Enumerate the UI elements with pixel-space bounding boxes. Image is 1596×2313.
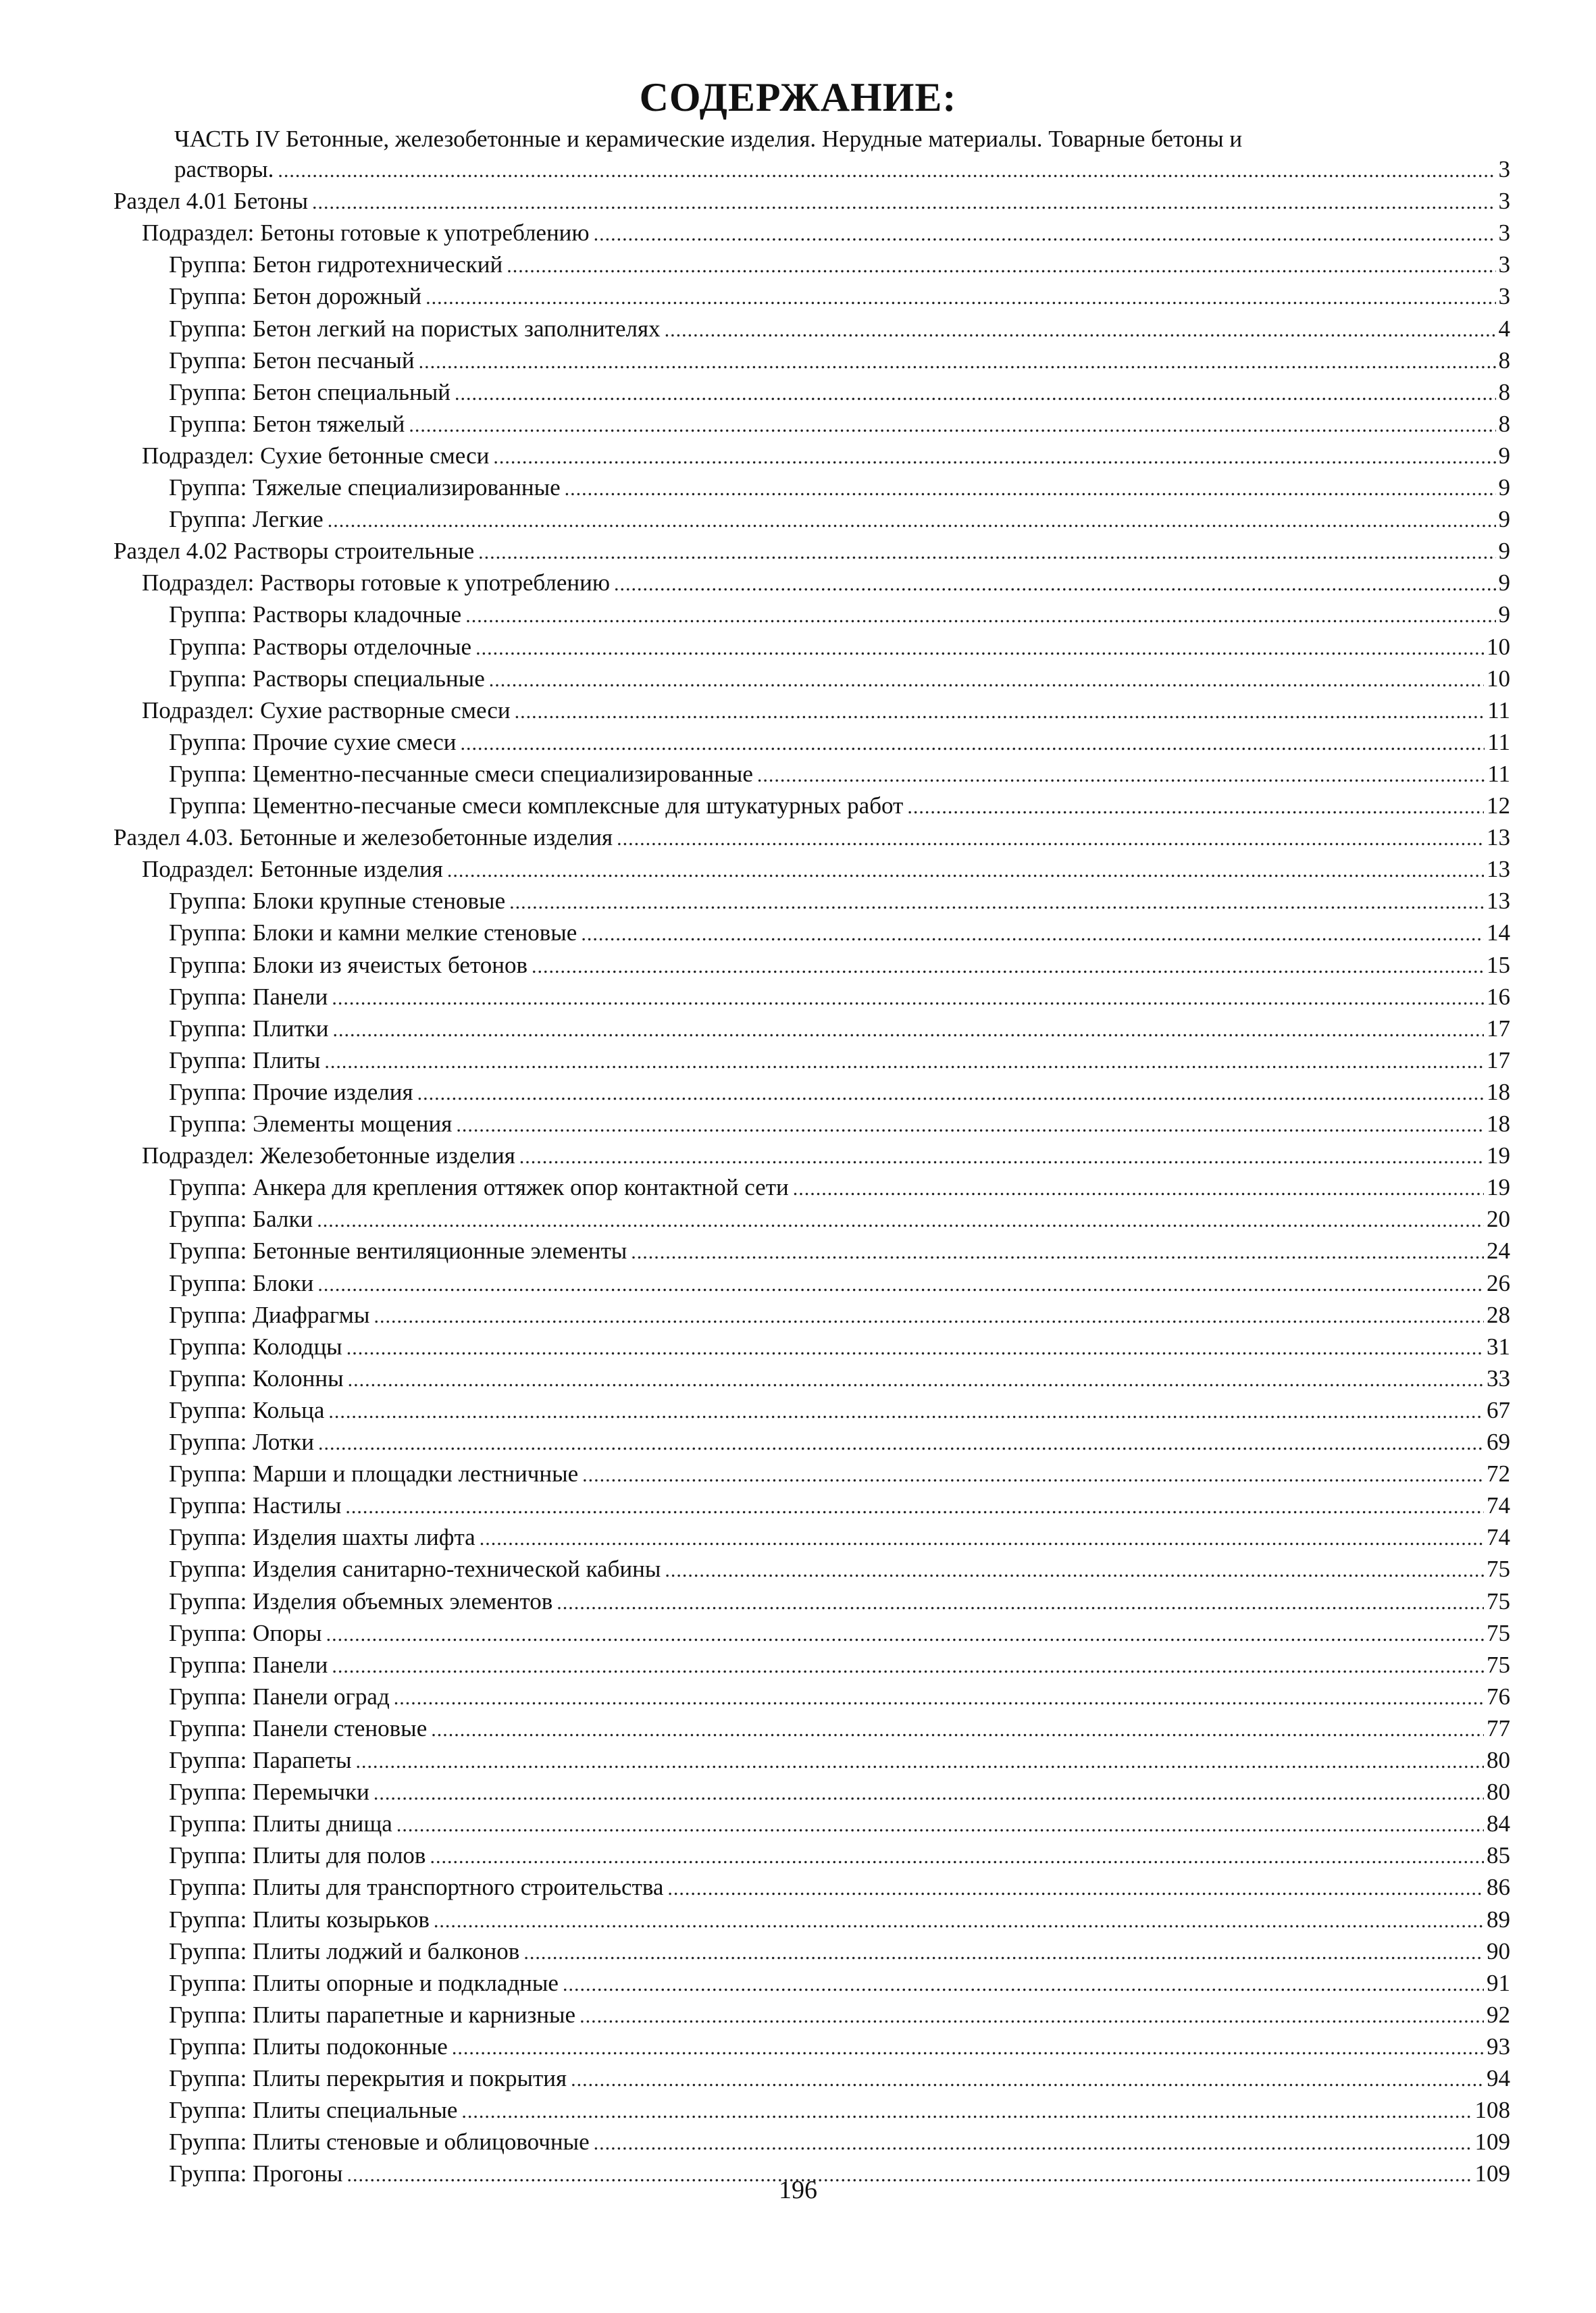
toc-entry-title: Группа: Перемычки bbox=[169, 1779, 369, 1805]
toc-entry-page: 9 bbox=[1498, 474, 1510, 501]
toc-entry-page: 17 bbox=[1487, 1047, 1510, 1073]
toc-section-entry[interactable] bbox=[113, 822, 1510, 853]
toc-entry-title: Подраздел: Сухие растворные смеси bbox=[142, 697, 511, 723]
toc-entry-title: Группа: Опоры bbox=[169, 1620, 322, 1646]
dot-leader bbox=[523, 1936, 1484, 1968]
toc-entry-title: Группа: Плиты парапетные и карнизные bbox=[169, 2002, 576, 2028]
toc-entry-page: 8 bbox=[1498, 411, 1510, 437]
toc-entry-page: 19 bbox=[1487, 1174, 1510, 1200]
toc-group-entry[interactable] bbox=[169, 1745, 1510, 1776]
toc-entry-title: Группа: Плиты стеновые и облицовочные bbox=[169, 2129, 590, 2155]
page-number: 196 bbox=[779, 2176, 817, 2204]
toc-subsection-entry[interactable] bbox=[142, 695, 1510, 726]
toc-entry-page: 14 bbox=[1487, 919, 1510, 946]
toc-group-entry[interactable] bbox=[169, 1681, 1510, 1712]
dot-leader bbox=[665, 1554, 1484, 1586]
toc-entry-page: 18 bbox=[1487, 1111, 1510, 1137]
dot-leader bbox=[631, 1236, 1484, 1268]
toc-section-entry[interactable] bbox=[113, 536, 1510, 567]
toc-entry-title: Группа: Изделия шахты лифта bbox=[169, 1524, 475, 1550]
toc-entry-title: Группа: Блоки из ячеистых бетонов bbox=[169, 952, 527, 978]
toc-subsection-entry[interactable] bbox=[142, 218, 1510, 249]
toc-entry-page: 28 bbox=[1487, 1302, 1510, 1328]
toc-group-entry[interactable] bbox=[169, 409, 1510, 440]
toc-entry-page: 9 bbox=[1498, 538, 1510, 564]
toc-entry-page: 33 bbox=[1487, 1365, 1510, 1392]
toc-entry-page: 74 bbox=[1487, 1492, 1510, 1519]
toc-group-entry[interactable] bbox=[169, 1458, 1510, 1490]
toc-entry-page: 10 bbox=[1487, 665, 1510, 692]
toc-entry-title: Группа: Плиты перекрытия и покрытия bbox=[169, 2065, 567, 2091]
toc-entry-title: Группа: Изделия санитарно-технической кабины bbox=[169, 1556, 661, 1582]
toc-entry-page: 9 bbox=[1498, 442, 1510, 469]
toc-entry-page: 80 bbox=[1487, 1779, 1510, 1805]
toc-entry-title: Группа: Цементно-песчанные смеси специализированные bbox=[169, 761, 753, 787]
dot-leader bbox=[333, 1013, 1484, 1046]
dot-leader bbox=[475, 632, 1484, 664]
dot-leader bbox=[332, 982, 1484, 1014]
toc-group-entry[interactable] bbox=[169, 377, 1510, 408]
toc-group-entry[interactable] bbox=[169, 632, 1510, 663]
toc-group-entry[interactable] bbox=[169, 1840, 1510, 1871]
toc-entry-page: 74 bbox=[1487, 1524, 1510, 1550]
toc-entry-page: 31 bbox=[1487, 1333, 1510, 1360]
toc-entry-title: Группа: Прочие изделия bbox=[169, 1079, 413, 1105]
toc-group-entry[interactable] bbox=[169, 1363, 1510, 1394]
toc-group-entry[interactable] bbox=[169, 759, 1510, 790]
toc-entry-page: 15 bbox=[1487, 952, 1510, 978]
dot-leader bbox=[417, 1077, 1484, 1109]
toc-entry-page: 13 bbox=[1487, 856, 1510, 882]
toc-group-entry[interactable] bbox=[169, 1490, 1510, 1521]
dot-leader bbox=[614, 567, 1496, 600]
dot-leader bbox=[328, 1395, 1484, 1427]
toc-entry-page: 18 bbox=[1487, 1079, 1510, 1105]
dot-leader bbox=[447, 854, 1484, 886]
dot-leader bbox=[409, 409, 1495, 441]
toc-entry-page: 3 bbox=[1498, 251, 1510, 278]
dot-leader bbox=[581, 917, 1484, 950]
dot-leader bbox=[793, 1172, 1484, 1204]
dot-leader bbox=[519, 1140, 1484, 1173]
toc-entry-title: Группа: Парапеты bbox=[169, 1747, 352, 1773]
dot-leader bbox=[434, 1904, 1484, 1937]
toc-group-entry[interactable] bbox=[169, 472, 1510, 503]
toc-group-entry[interactable] bbox=[169, 504, 1510, 535]
dot-leader bbox=[328, 504, 1496, 536]
toc-group-entry[interactable] bbox=[169, 249, 1510, 280]
dot-leader bbox=[565, 472, 1496, 505]
toc-entry-title: Группа: Плиты специальные bbox=[169, 2097, 458, 2123]
dot-leader bbox=[396, 1808, 1484, 1841]
toc-entry-title: Группа: Бетон песчаный bbox=[169, 347, 415, 374]
toc-group-entry[interactable] bbox=[169, 2031, 1510, 2062]
dot-leader bbox=[507, 249, 1495, 282]
toc-entry-page: 19 bbox=[1487, 1142, 1510, 1169]
toc-group-entry[interactable] bbox=[169, 1808, 1510, 1839]
dot-leader bbox=[594, 2127, 1472, 2159]
toc-entry-title: Группа: Бетон тяжелый bbox=[169, 411, 405, 437]
toc-entry-page: 92 bbox=[1487, 2002, 1510, 2028]
toc-entry-page: 10 bbox=[1487, 634, 1510, 660]
toc-entry-title: Группа: Бетон гидротехнический bbox=[169, 251, 503, 278]
dot-leader bbox=[478, 536, 1495, 568]
dot-leader bbox=[480, 1522, 1484, 1554]
dot-leader bbox=[665, 313, 1496, 346]
toc-entry-title: Группа: Растворы специальные bbox=[169, 665, 485, 692]
toc-entry-title: Группа: Диафрагмы bbox=[169, 1302, 370, 1328]
toc-group-entry[interactable] bbox=[169, 1395, 1510, 1426]
toc-group-entry[interactable] bbox=[169, 1204, 1510, 1235]
dot-leader bbox=[348, 1363, 1484, 1396]
toc-group-entry[interactable] bbox=[169, 950, 1510, 981]
toc-group-entry[interactable] bbox=[169, 1554, 1510, 1585]
toc-entry-title: Группа: Марши и площадки лестничные bbox=[169, 1460, 579, 1487]
toc-entry-page: 75 bbox=[1487, 1652, 1510, 1678]
toc-entry-title: Группа: Панели bbox=[169, 984, 328, 1010]
toc-group-entry[interactable] bbox=[169, 1872, 1510, 1903]
toc-entry-title: Подраздел: Сухие бетонные смеси bbox=[142, 442, 490, 469]
toc-group-entry[interactable] bbox=[169, 1300, 1510, 1331]
toc-group-entry[interactable] bbox=[169, 1268, 1510, 1299]
toc-entry-page: 20 bbox=[1487, 1206, 1510, 1232]
toc-entry-title: Группа: Блоки bbox=[169, 1270, 314, 1296]
toc-entry-title: Группа: Кольца bbox=[169, 1397, 325, 1423]
dot-leader bbox=[515, 695, 1485, 728]
toc-entry-page: 89 bbox=[1487, 1906, 1510, 1933]
toc-entry-title: Подраздел: Растворы готовые к употреблению bbox=[142, 569, 610, 596]
dot-leader bbox=[617, 822, 1484, 855]
dot-leader bbox=[426, 281, 1495, 313]
toc-entry-title: Группа: Панели bbox=[169, 1652, 328, 1678]
toc-group-entry[interactable] bbox=[169, 1968, 1510, 1999]
dot-leader bbox=[461, 2095, 1472, 2127]
toc-entry-page: 12 bbox=[1487, 792, 1510, 819]
toc-entry-page: 94 bbox=[1487, 2065, 1510, 2091]
toc-group-entry[interactable] bbox=[169, 1077, 1510, 1108]
toc-entry-title: Группа: Панели стеновые bbox=[169, 1715, 428, 1742]
toc-entry-page: 9 bbox=[1498, 569, 1510, 596]
toc-entry-title: Группа: Плиты для транспортного строительства bbox=[169, 1874, 664, 1900]
toc-group-entry[interactable] bbox=[169, 1618, 1510, 1649]
toc-group-entry[interactable] bbox=[169, 1936, 1510, 1967]
toc-entry-page: 11 bbox=[1487, 761, 1510, 787]
toc-group-entry[interactable] bbox=[169, 727, 1510, 758]
toc-group-entry[interactable] bbox=[169, 1045, 1510, 1076]
toc-entry-page: 11 bbox=[1487, 697, 1510, 723]
dot-leader bbox=[278, 154, 1495, 186]
dot-leader bbox=[419, 345, 1496, 378]
toc-entry-page: 16 bbox=[1487, 984, 1510, 1010]
toc-entry-page: 8 bbox=[1498, 379, 1510, 405]
toc-group-entry[interactable] bbox=[169, 790, 1510, 821]
toc-entry-page: 77 bbox=[1487, 1715, 1510, 1742]
toc-entry-title: Группа: Растворы отделочные bbox=[169, 634, 472, 660]
toc-entry-title: Группа: Плитки bbox=[169, 1015, 329, 1042]
part-heading-line: ЧАСТЬ IV Бетонные, железобетонные и керамические изделия. Нерудные материалы. Товарные бетоны и bbox=[174, 126, 1243, 152]
toc-group-entry[interactable] bbox=[169, 982, 1510, 1013]
dot-leader bbox=[324, 1045, 1484, 1077]
toc-entry-title: Группа: Плиты подоконные bbox=[169, 2033, 448, 2060]
toc-entry-title: Группа: Изделия объемных элементов bbox=[169, 1588, 553, 1615]
toc-entry-title: Группа: Цементно-песчаные смеси комплексные для штукатурных работ bbox=[169, 792, 904, 819]
toc-subsection-entry[interactable] bbox=[142, 567, 1510, 599]
toc-entry-title: Раздел 4.03. Бетонные и железобетонные изделия bbox=[113, 824, 613, 850]
dot-leader bbox=[580, 2000, 1484, 2032]
toc-group-entry[interactable] bbox=[169, 1904, 1510, 1935]
dot-leader bbox=[312, 186, 1496, 218]
toc-group-entry[interactable] bbox=[169, 1172, 1510, 1203]
toc-subsection-entry[interactable] bbox=[142, 440, 1510, 472]
toc-entry-page: 72 bbox=[1487, 1460, 1510, 1487]
toc-group-entry[interactable] bbox=[169, 1427, 1510, 1458]
toc-entry-page: 91 bbox=[1487, 1970, 1510, 1996]
toc-group-entry[interactable] bbox=[169, 1522, 1510, 1553]
dot-leader bbox=[326, 1618, 1484, 1650]
dot-leader bbox=[460, 727, 1485, 759]
toc-entry-page: 13 bbox=[1487, 824, 1510, 850]
toc-entry-title: Подраздел: Железобетонные изделия bbox=[142, 1142, 515, 1169]
toc-entry-title: Группа: Тяжелые специализированные bbox=[169, 474, 561, 501]
toc-group-entry[interactable] bbox=[169, 1236, 1510, 1267]
toc-entry-page: 24 bbox=[1487, 1238, 1510, 1264]
toc-entry-page: 93 bbox=[1487, 2033, 1510, 2060]
toc-entry-page: 3 bbox=[1498, 283, 1510, 309]
toc-group-entry[interactable] bbox=[169, 663, 1510, 694]
toc-group-entry[interactable] bbox=[169, 1777, 1510, 1808]
toc-entry-page: 76 bbox=[1487, 1683, 1510, 1710]
toc-entry-title: Группа: Блоки и камни мелкие стеновые bbox=[169, 919, 577, 946]
toc-entry-page: 108 bbox=[1474, 2097, 1510, 2123]
dot-leader bbox=[582, 1458, 1484, 1491]
toc-entry-page: 75 bbox=[1487, 1588, 1510, 1615]
dot-leader bbox=[455, 377, 1496, 409]
toc-entry-page: 11 bbox=[1487, 729, 1510, 755]
toc-entry-page: 75 bbox=[1487, 1620, 1510, 1646]
toc-entry-title: Группа: Настилы bbox=[169, 1492, 342, 1519]
toc-entry-title: Группа: Анкера для крепления оттяжек опор контактной сети bbox=[169, 1174, 789, 1200]
toc-entry-page: 85 bbox=[1487, 1842, 1510, 1869]
dot-leader bbox=[757, 759, 1485, 791]
toc-entry-title: Группа: Элементы мощения bbox=[169, 1111, 453, 1137]
toc-entry-title: Группа: Плиты bbox=[169, 1047, 321, 1073]
dot-leader bbox=[493, 440, 1495, 473]
toc-continuation-entry[interactable] bbox=[174, 154, 1510, 185]
toc-entry-title: растворы. bbox=[174, 156, 274, 182]
toc-group-entry[interactable] bbox=[169, 2063, 1510, 2094]
dot-leader bbox=[557, 1586, 1484, 1619]
toc-entry-title: Группа: Плиты днища bbox=[169, 1810, 392, 1837]
dot-leader bbox=[317, 1204, 1484, 1236]
toc-entry-page: 4 bbox=[1498, 315, 1510, 342]
dot-leader bbox=[332, 1650, 1484, 1682]
dot-leader bbox=[394, 1681, 1484, 1714]
toc-entry-page: 3 bbox=[1498, 188, 1510, 214]
dot-leader bbox=[489, 663, 1484, 696]
dot-leader bbox=[345, 1490, 1484, 1523]
toc-entry-title: Группа: Лотки bbox=[169, 1429, 314, 1455]
toc-entry-title: Группа: Балки bbox=[169, 1206, 313, 1232]
toc-entry-page: 86 bbox=[1487, 1874, 1510, 1900]
toc-entry-title: Подраздел: Бетоны готовые к употреблению bbox=[142, 220, 590, 246]
toc-group-entry[interactable] bbox=[169, 886, 1510, 917]
dot-leader bbox=[374, 1777, 1484, 1809]
toc-entry-page: 75 bbox=[1487, 1556, 1510, 1582]
toc-entry-page: 8 bbox=[1498, 347, 1510, 374]
toc-entry-page: 109 bbox=[1474, 2160, 1510, 2187]
toc-entry-page: 9 bbox=[1498, 506, 1510, 532]
toc-entry-title: Группа: Панели оград bbox=[169, 1683, 390, 1710]
toc-group-entry[interactable] bbox=[169, 313, 1510, 345]
dot-leader bbox=[346, 1331, 1484, 1364]
toc-group-entry[interactable] bbox=[169, 345, 1510, 376]
toc-entry-title: Группа: Плиты для полов bbox=[169, 1842, 426, 1869]
toc-group-entry[interactable] bbox=[169, 1650, 1510, 1681]
dot-leader bbox=[509, 886, 1484, 918]
toc-entry-page: 67 bbox=[1487, 1397, 1510, 1423]
toc-entry-title: Группа: Плиты лоджий и балконов bbox=[169, 1938, 520, 1964]
toc-entry-title: Группа: Легкие bbox=[169, 506, 324, 532]
toc-subsection-entry[interactable] bbox=[142, 854, 1510, 885]
toc-section-entry[interactable] bbox=[113, 186, 1510, 217]
dot-leader bbox=[356, 1745, 1485, 1777]
dot-leader bbox=[571, 2063, 1484, 2095]
dot-leader bbox=[374, 1300, 1484, 1332]
dot-leader bbox=[563, 1968, 1484, 2000]
toc-group-entry[interactable] bbox=[169, 2127, 1510, 2158]
toc-group-entry[interactable] bbox=[169, 281, 1510, 312]
toc-group-entry[interactable] bbox=[169, 1109, 1510, 1140]
toc-entry-page: 17 bbox=[1487, 1015, 1510, 1042]
toc-entry-title: Группа: Колонны bbox=[169, 1365, 344, 1392]
dot-leader bbox=[532, 950, 1484, 982]
toc-entry-title: Группа: Бетон специальный bbox=[169, 379, 451, 405]
toc-entry-page: 90 bbox=[1487, 1938, 1510, 1964]
toc-entry-title: Раздел 4.02 Растворы строительные bbox=[113, 538, 475, 564]
dot-leader bbox=[667, 1872, 1484, 1904]
toc-entry-title: Группа: Плиты опорные и подкладные bbox=[169, 1970, 559, 1996]
toc-entry-title: Группа: Прочие сухие смеси bbox=[169, 729, 457, 755]
toc-entry-page: 26 bbox=[1487, 1270, 1510, 1296]
toc-entry-page: 69 bbox=[1487, 1429, 1510, 1455]
dot-leader bbox=[452, 2031, 1484, 2064]
toc-entry-title: Раздел 4.01 Бетоны bbox=[113, 188, 308, 214]
toc-entry-title: Группа: Бетон легкий на пористых заполнителях bbox=[169, 315, 661, 342]
toc-entry-title: Группа: Бетон дорожный bbox=[169, 283, 422, 309]
toc-subsection-entry[interactable] bbox=[142, 1140, 1510, 1171]
page-title: СОДЕРЖАНИЕ: bbox=[639, 75, 957, 120]
toc-group-entry[interactable] bbox=[169, 1713, 1510, 1744]
toc-entry-title: Группа: Блоки крупные стеновые bbox=[169, 888, 506, 914]
toc-entry-title: Группа: Прогоны bbox=[169, 2160, 343, 2187]
toc-entry-page: 13 bbox=[1487, 888, 1510, 914]
toc-group-entry[interactable] bbox=[169, 1013, 1510, 1044]
dot-leader bbox=[318, 1427, 1484, 1459]
dot-leader bbox=[430, 1840, 1484, 1873]
toc-entry-title: Группа: Плиты козырьков bbox=[169, 1906, 430, 1933]
toc-group-entry[interactable] bbox=[169, 1331, 1510, 1363]
toc-entry-page: 3 bbox=[1498, 220, 1510, 246]
toc-entry-title: Подраздел: Бетонные изделия bbox=[142, 856, 443, 882]
dot-leader bbox=[907, 790, 1484, 823]
toc-entry-page: 84 bbox=[1487, 1810, 1510, 1837]
toc-group-entry[interactable] bbox=[169, 2000, 1510, 2031]
toc-entry-page: 3 bbox=[1498, 156, 1510, 182]
toc-group-entry[interactable] bbox=[169, 1586, 1510, 1617]
toc-group-entry[interactable] bbox=[169, 917, 1510, 948]
dot-leader bbox=[465, 599, 1495, 632]
dot-leader bbox=[317, 1268, 1484, 1300]
toc-group-entry[interactable] bbox=[169, 599, 1510, 630]
toc-entry-page: 80 bbox=[1487, 1747, 1510, 1773]
dot-leader bbox=[594, 218, 1496, 250]
dot-leader bbox=[431, 1713, 1484, 1746]
toc-entry-title: Группа: Бетонные вентиляционные элементы bbox=[169, 1238, 627, 1264]
dot-leader bbox=[456, 1109, 1484, 1141]
toc-group-entry[interactable] bbox=[169, 2095, 1510, 2126]
toc-entry-page: 109 bbox=[1474, 2129, 1510, 2155]
toc-entry-title: Группа: Растворы кладочные bbox=[169, 601, 462, 628]
toc-entry-page: 9 bbox=[1498, 601, 1510, 628]
toc-entry-title: Группа: Колодцы bbox=[169, 1333, 342, 1360]
